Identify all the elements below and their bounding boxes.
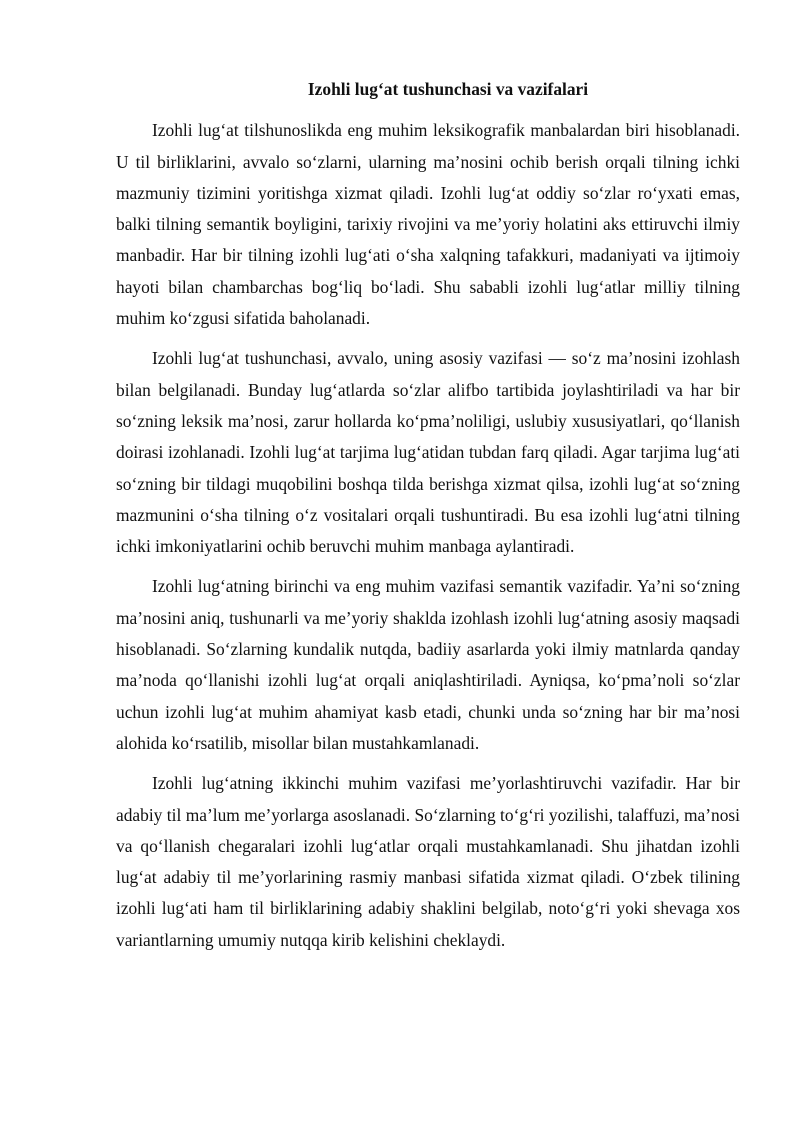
document-page: [116, 74, 740, 965]
paragraph-2: Izohli lug‘at tushunchasi, avvalo, uning asosiy vazifasi — so‘z ma’nosini izohlash bilan belgilanadi. Bunday lug‘atlarda so‘zlar alifbo tartibida joylashtiriladi va har bir so‘zning leksik ma’nosi, zarur hollarda ko‘pma’noliligi, uslubiy xususiyatlari, qo‘llanish doirasi izohlanadi. Izohli lug‘at tarjima lug‘atidan tubdan farq qiladi. Agar tarjima lug‘ati so‘zning bir tildagi muqobilini boshqa tilda berishga xizmat qilsa, izohli lug‘at so‘zning mazmunini o‘sha tilning o‘z vositalari orqali tushuntiradi. Bu esa izohli lug‘atni tilning ichki imkoniyatlarini ochib beruvchi muhim manbaga aylantiradi.: [116, 348, 740, 557]
paragraph-4: Izohli lug‘atning ikkinchi muhim vazifasi me’yorlashtiruvchi vazifadir. Har bir adabiy til ma’lum me’yorlarga asoslanadi. So‘zlarning to‘g‘ri yozilishi, talaffuzi, ma’nosi va qo‘llanish chegaralari izohli lug‘atlar orqali mustahkamlanadi. Shu jihatdan izohli lug‘at adabiy til me’yorlarining rasmiy manbasi sifatida xizmat qiladi. O‘zbek tilining izohli lug‘ati ham til birliklarining adabiy shaklini belgilab, noto‘g‘ri yoki shevaga xos variantlarning umumiy nutqqa kirib kelishini cheklaydi.: [116, 773, 740, 950]
paragraph-1: Izohli lug‘at tilshunoslikda eng muhim leksikografik manbalardan biri hisoblanadi. U til birliklarini, avvalo so‘zlarni, ularning ma’nosini ochib berish orqali tilning ichki mazmuniy tizimini yoritishga xizmat qiladi. Izohli lug‘at oddiy so‘zlar ro‘yxati emas, balki tilning semantik boyligini, tarixiy rivojini va me’yoriy holatini aks ettiruvchi ilmiy manbadir. Har bir tilning izohli lug‘ati o‘sha xalqning tafakkuri, madaniyati va ijtimoiy hayoti bilan chambarchas bog‘liq bo‘ladi. Shu sababli izohli lug‘atlar milliy tilning muhim ko‘zgusi sifatida baholanadi.: [116, 120, 740, 329]
document-title: Izohli lug‘at tushunchasi va vazifalari: [307, 79, 589, 99]
paragraph-3: Izohli lug‘atning birinchi va eng muhim vazifasi semantik vazifadir. Ya’ni so‘zning ma’nosini aniq, tushunarli va me’yoriy shaklda izohlash izohli lug‘atning asosiy maqsadi hisoblanadi. So‘zlarning kundalik nutqda, badiiy asarlarda yoki ilmiy matnlarda qanday ma’noda qo‘llanishi izohli lug‘at orqali aniqlashtiriladi. Ayniqsa, ko‘pma’noli so‘zlar uchun izohli lug‘at muhim ahamiyat kasb etadi, chunki unda so‘zning har bir ma’nosi alohida ko‘rsatilib, misollar bilan mustahkamlanadi.: [116, 576, 740, 753]
